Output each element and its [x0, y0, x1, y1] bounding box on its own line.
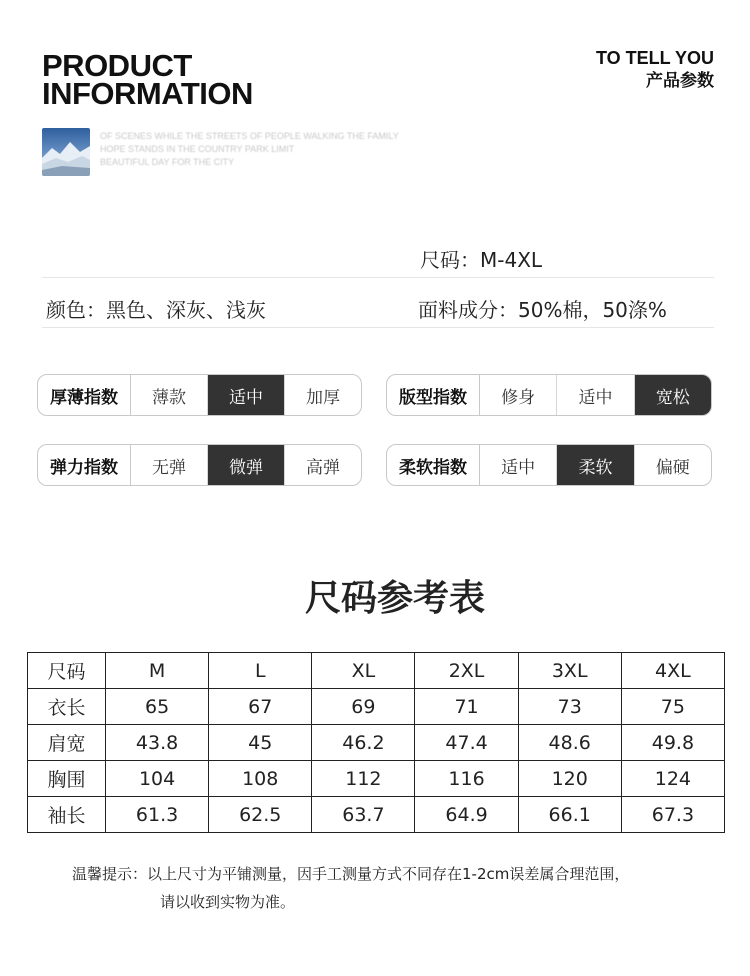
- table-row: [28, 797, 725, 833]
- decorative-blurb: [100, 130, 440, 169]
- table-cell: 108: [209, 761, 312, 797]
- blurb-line: OF SCENES WHILE THE STREETS OF PEOPLE WALKING THE FAMILY: [100, 131, 399, 141]
- index-elasticity: [37, 444, 362, 486]
- blurb-line: HOPE STANDS IN THE COUNTRY PARK LIMIT: [100, 144, 295, 154]
- mountain-thumbnail: [42, 128, 90, 176]
- row-label: 袖长: [28, 797, 106, 833]
- table-row: [28, 689, 725, 725]
- table-cell: 61.3: [106, 797, 209, 833]
- index-label: 版型指数: [387, 375, 480, 415]
- page-title: [42, 48, 253, 111]
- table-cell: 116: [415, 761, 518, 797]
- size-note: [72, 860, 629, 916]
- index-option: 偏硬: [655, 457, 690, 478]
- index-option: 无弹: [131, 445, 208, 485]
- row-label: 肩宽: [28, 725, 106, 761]
- index-option-selected: 宽松: [635, 375, 711, 415]
- index-option: 薄款: [131, 375, 208, 415]
- note-line-1: 温馨提示：以上尺寸为平铺测量，因手工测量方式不同存在1-2cm误差属合理范围，: [72, 865, 630, 883]
- header-cell: 2XL: [415, 653, 518, 689]
- table-cell: 67: [209, 689, 312, 725]
- table-cell: 49.8: [621, 725, 724, 761]
- table-cell: 124: [621, 761, 724, 797]
- table-row: [28, 725, 725, 761]
- header-cell: M: [106, 653, 209, 689]
- table-cell: 45: [209, 725, 312, 761]
- header-cell: 4XL: [621, 653, 724, 689]
- header-cell: 尺码: [28, 653, 106, 689]
- index-thickness: [37, 374, 362, 416]
- note-line-2: 请以收到实物为准。: [160, 893, 296, 911]
- table-cell: 75: [621, 689, 724, 725]
- index-option-selected: 柔软: [557, 445, 634, 485]
- index-option: 适中: [557, 375, 634, 415]
- header-cell: XL: [312, 653, 415, 689]
- table-cell: 112: [312, 761, 415, 797]
- index-label: 厚薄指数: [38, 375, 131, 415]
- table-cell: 73: [518, 689, 621, 725]
- table-cell: 71: [415, 689, 518, 725]
- table-cell: 65: [106, 689, 209, 725]
- tell-you-heading: [596, 47, 714, 93]
- table-cell: 120: [518, 761, 621, 797]
- table-row: [28, 761, 725, 797]
- header-cell: 3XL: [518, 653, 621, 689]
- row-label: 胸围: [28, 761, 106, 797]
- table-cell: 62.5: [209, 797, 312, 833]
- tell-you-en: TO TELL YOU: [595, 48, 714, 68]
- index-option-selected: 微弹: [208, 445, 285, 485]
- title-line-2: INFORMATION: [42, 76, 253, 111]
- divider: [42, 327, 714, 328]
- spec-size: 尺码：M-4XL: [420, 248, 543, 272]
- size-chart-table: [27, 652, 725, 833]
- spec-color: 颜色：黑色、深灰、浅灰: [46, 298, 266, 322]
- tell-you-cn: 产品参数: [646, 71, 714, 91]
- index-option: 加厚: [306, 387, 340, 408]
- table-cell: 43.8: [106, 725, 209, 761]
- spec-fabric: 面料成分：50%棉，50涤%: [418, 298, 667, 322]
- index-option: 修身: [480, 375, 557, 415]
- index-fit: [386, 374, 712, 416]
- row-label: 衣长: [28, 689, 106, 725]
- table-cell: 69: [312, 689, 415, 725]
- index-label: 弹力指数: [38, 445, 131, 485]
- index-softness: [386, 444, 712, 486]
- table-cell: 63.7: [312, 797, 415, 833]
- title-line-1: PRODUCT: [42, 48, 192, 83]
- table-cell: 104: [106, 761, 209, 797]
- table-cell: 47.4: [415, 725, 518, 761]
- index-option: 高弹: [306, 457, 340, 478]
- table-cell: 67.3: [621, 797, 724, 833]
- table-cell: 64.9: [415, 797, 518, 833]
- index-option: 适中: [480, 445, 557, 485]
- table-cell: 46.2: [312, 725, 415, 761]
- header-cell: L: [209, 653, 312, 689]
- size-chart-title: 尺码参考表: [304, 578, 485, 619]
- table-cell: 48.6: [518, 725, 621, 761]
- table-cell: 66.1: [518, 797, 621, 833]
- divider: [42, 277, 714, 278]
- blurb-line: BEAUTIFUL DAY FOR THE CITY: [100, 157, 235, 167]
- index-option-selected: 适中: [208, 375, 285, 415]
- table-header-row: [28, 653, 725, 689]
- index-label: 柔软指数: [387, 445, 480, 485]
